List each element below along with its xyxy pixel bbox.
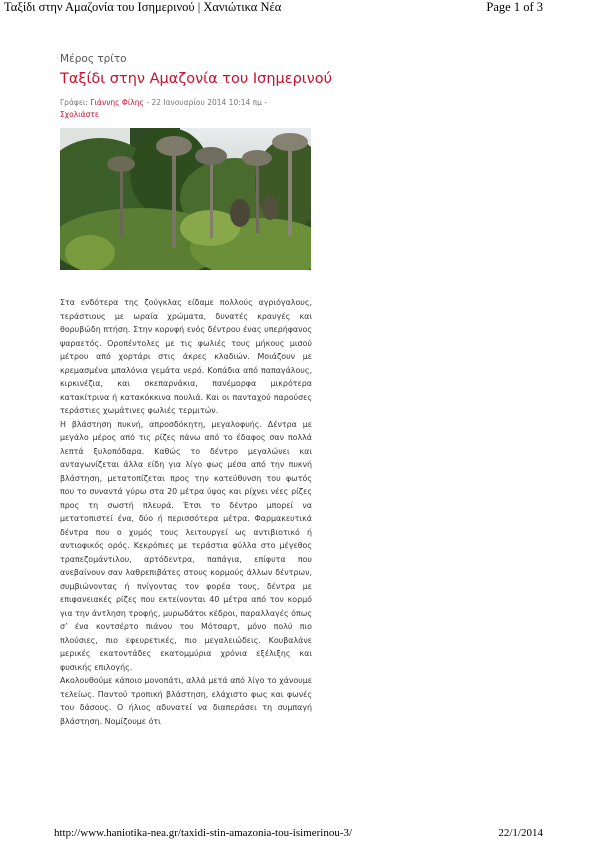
article-paragraph: Η βλάστηση πυκνή, απροσδόκητη, μεγαλοφυής. Δέντρα με μεγάλο μέρος από τις ρίζες πάνω από το έδαφος σαν πολλά λεπτά ξυλοπόδαρα. Καθώς το δέντρο μεγαλώνει και ανταγωνίζεται άλλα είδη για λίγο φως μέσα από την πυκνή βλάστηση, μετατοπίζεται προς την κατεύθυνση του φωτός που το συναντά γύρω στα 20 μέτρα ύψος και ρίχνει νέες ρίζες προς τη σωστή πλευρά. Έτσι το δέντρο μπορεί να μετατοπιστεί ένα, δύο ή περισσότερα μέτρα. Φαρμακευτικά δέντρα που ο χυμός τους λειτουργεί ως αντιβιοτικό ή αντιοφικός ορός. Κεκρόπιες με τεράστια φύλλα στο μέγεθος τραπεζομάντιλου, αρτόδεντρα, παπάγια, επίφυτα που ανεβαίνουν σαν λαθρεπιβάτες στους κορμούς άλλων δέντρων, συμβιώνοντας ή πνίγοντας τον φορέα τους, δέντρα με επιφανειακές ρίζες που εκτείνονται 40 μέτρα από τον κορμό για την άντληση τροφής, μυρωδάτοι κέδροι, παραλλαγές όπως σ’ ένα κοντσέρτο πιάνου του Μότσαρτ, μόνο πολύ πιο πλούσιες, πιο εφευρετικές, πιο μεγαλειώδεις. Κουβαλάνε μερικές εκατοντάδες εκατομμύρια χρόνια εξέλιξης και φυσικής επιλογής.: [60, 419, 312, 672]
article-photo: [60, 128, 311, 270]
print-header-title: Ταξίδι στην Αμαζονία του Ισημερινού | Χανιώτικα Νέα: [4, 0, 282, 14]
article-paragraph: Στα ενδότερα της ζούγκλας είδαμε πολλούς αγριόγαλους, τεράστιους με ωραία χρώματα, δυνατές κραυγές και θορυβώδη πτήση. Στην κορυφή ενός δέντρου ένας υπερήφανος ψαραετός. Οροπέντολες με τις φωλιές τους μήκους μισού μέτρου από χορτάρι στις άκρες κλαδιών. Μοιάζουν με κρεμασμένα μπαλόνια γεμάτα νερό. Κοπάδια από παπαγάλους, κιρκινέζια, και σκεπαρνάκια, πανέμορφα μικρότερα κατακίτρινα ή κατακόκκινα πουλιά. Και οι πανταχού παρούσες τεράστιες χωμάτινες φωλιές τερμιτών.: [60, 298, 312, 415]
byline-date: - 22 Ιανουαρίου 2014 10:14 πμ -: [143, 98, 268, 107]
print-header: [0, 0, 595, 18]
author-link[interactable]: Γιάννης Φίλης: [90, 98, 144, 107]
byline-prefix: Γράφει:: [60, 98, 91, 107]
article-section-label: Μέρος τρίτο: [60, 53, 127, 65]
rainforest-photo: [60, 128, 311, 270]
article-title: Ταξίδι στην Αμαζονία του Ισημερινού: [60, 71, 333, 87]
comments-link[interactable]: Σχολιάστε: [60, 110, 99, 119]
article-body: [60, 296, 312, 728]
article-byline: [60, 97, 310, 121]
article-paragraph: Ακολουθούμε κάποιο μονοπάτι, αλλά μετά από λίγο το χάνουμε τελείως. Παντού τροπική βλάστηση, ελάχιστο φως και φωνές του δάσους. Ο ήλιος αδυνατεί να διαπεράσει τη συμπαγή βλάστηση. Νομίζουμε ότι: [60, 676, 312, 726]
print-footer-date: 22/1/2014: [498, 827, 543, 839]
print-footer-url: http://www.haniotika-nea.gr/taxidi-stin-amazonia-tou-isimerinou-3/: [54, 827, 353, 839]
print-page-number: Page 1 of 3: [486, 0, 543, 14]
